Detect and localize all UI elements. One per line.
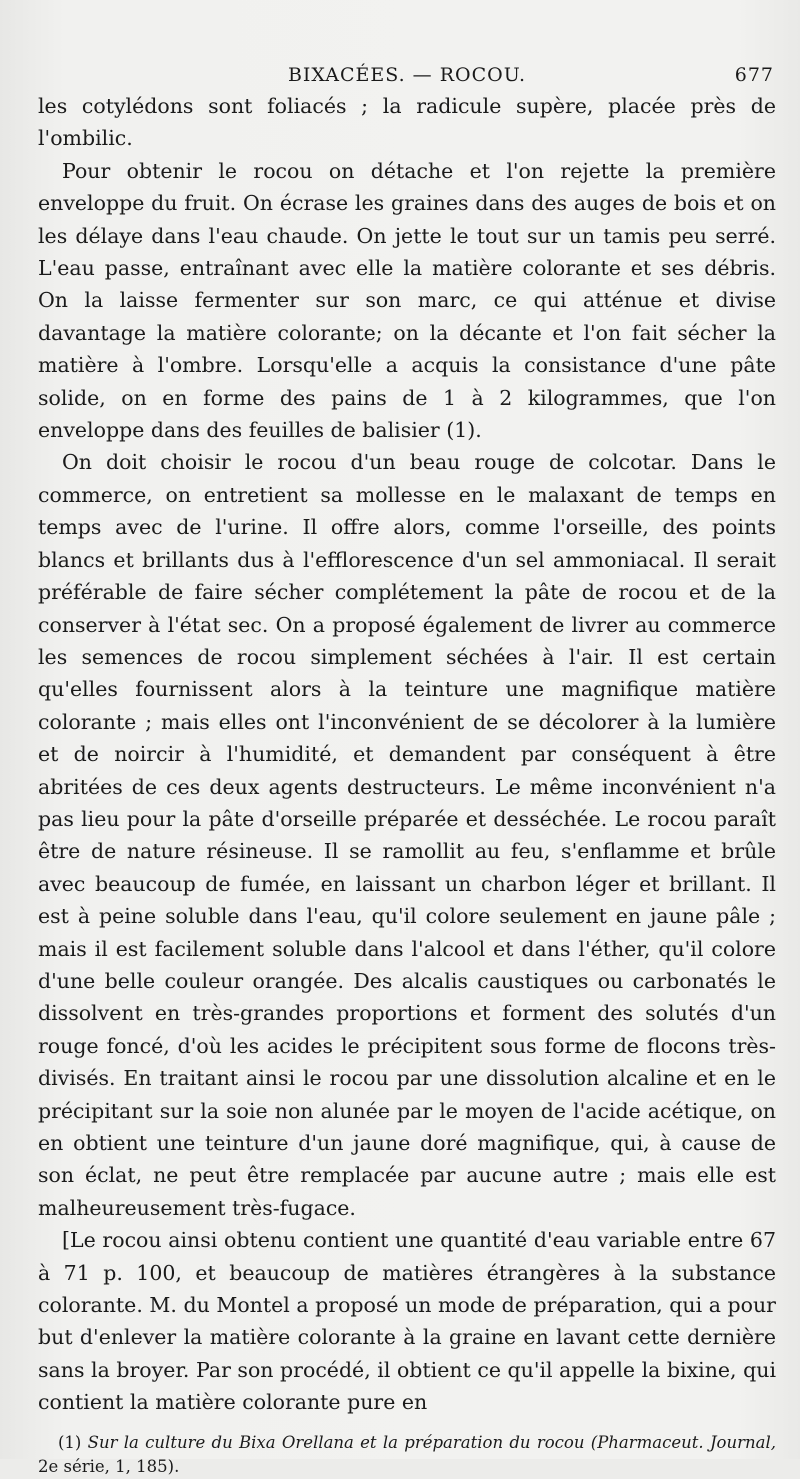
footnote-title: Sur la culture du Bixa Orellana et la préparation du rocou (87, 1432, 585, 1452)
paragraph-3: On doit choisir le rocou d'un beau rouge de colcotar. Dans le commerce, on entretient sa mollesse en le malaxant de temps en temps avec de l'urine. Il offre alors, comme l'orseille, des points blancs et brillants dus à l'efflorescence d'un sel ammoniacal. Il serait préférable de faire sécher complétement la pâte de rocou et de la conserver à l'état sec. On a proposé également de livrer au commerce les semences de rocou simplement séchées à l'air. Il est certain qu'elles fournissent alors à la teinture une magnifique matière colorante ; mais elles ont l'inconvénient de se décolorer à la lumière et de noircir à l'humidité, et demandent par conséquent à être abritées de ces deux agents destructeurs. Le même inconvénient n'a pas lieu pour la pâte d'orseille préparée et desséchée. Le rocou paraît être de nature résineuse. Il se ramollit au feu, s'enflamme et brûle avec beaucoup de fumée, en laissant un charbon léger et brillant. Il est à peine soluble dans l'eau, qu'il colore seulement en jaune pâle ; mais il est facilement soluble dans l'alcool et dans l'éther, qu'il colore d'une belle couleur orangée. Des alcalis caustiques ou carbonatés le dissolvent en très-grandes proportions et forment des solutés d'un rouge foncé, d'où les acides le précipitent sous forme de flocons très-divisés. En traitant ainsi le rocou par une dissolution alcaline et en le précipitant sur la soie non alunée par le moyen de l'acide acétique, on en obtient une teinture d'un jaune doré magnifique, qui, à cause de son éclat, ne peut être remplacée par aucune autre ; mais elle est malheureusement très-fugace. (38, 450, 776, 1220)
chapter-title: BIXACÉES. — ROCOU. (287, 64, 527, 86)
footnote (38, 1431, 776, 1479)
body-text (38, 90, 776, 1419)
running-head (38, 56, 776, 90)
paragraph-1: les cotylédons sont foliacés ; la radicule supère, placée près de l'ombilic. (38, 94, 776, 151)
footnote-journal: (Pharmaceut. Journal, (590, 1432, 776, 1452)
footnote-marker: (1) (58, 1432, 82, 1452)
paragraph-2: Pour obtenir le rocou on détache et l'on rejette la première enveloppe du fruit. On écrase les graines dans des auges de bois et on les délaye dans l'eau chaude. On jette le tout sur un tamis peu serré. L'eau passe, entraînant avec elle la matière colorante et ses débris. On la laisse fermenter sur son marc, ce qui atténue et divise davantage la matière colorante; on la décante et l'on fait sécher la matière à l'ombre. Lorsqu'elle a acquis la consistance d'une pâte solide, on en forme des pains de 1 à 2 kilogrammes, que l'on enveloppe dans des feuilles de balisier (1). (38, 158, 776, 443)
page-number: 677 (734, 64, 774, 86)
paragraph-4: [Le rocou ainsi obtenu contient une quantité d'eau variable entre 67 à 71 p. 100, et beaucoup de matières étrangères à la substance colorante. M. du Montel a proposé un mode de préparation, qui a pour but d'enlever la matière colorante à la graine en lavant cette dernière sans la broyer. Par son procédé, il obtient ce qu'il appelle la bixine, qui contient la matière colorante pure en (38, 1228, 776, 1415)
footnote-series: 2e série, 1, 185). (38, 1456, 180, 1476)
